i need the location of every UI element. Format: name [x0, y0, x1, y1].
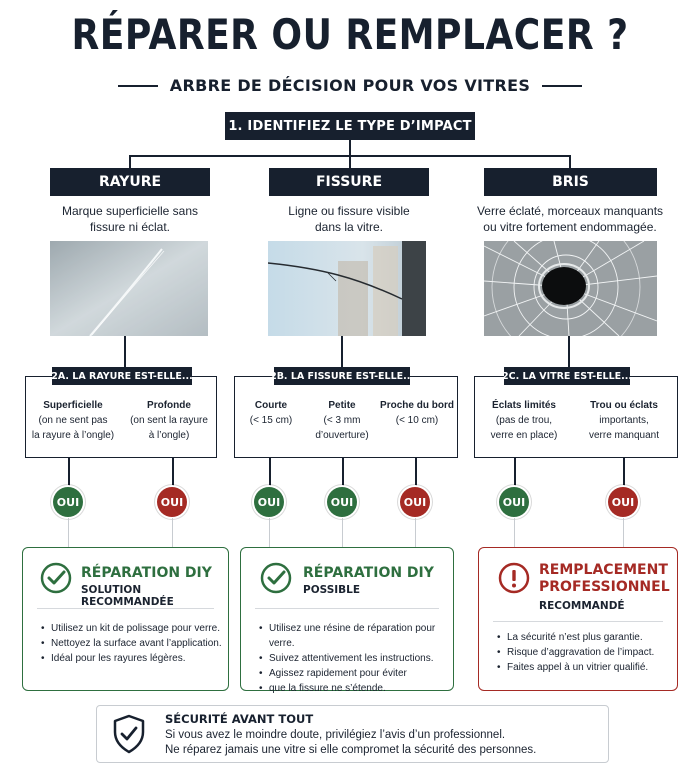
connector — [129, 155, 131, 168]
connector — [415, 518, 416, 548]
connector — [349, 140, 351, 156]
result-list — [41, 621, 226, 666]
shattered-photo — [484, 241, 657, 336]
yes-badge: OUI — [157, 487, 187, 517]
yes-badge: OUI — [608, 487, 638, 517]
list-item: • Agissez rapidement pour éviter — [259, 666, 451, 681]
connector — [269, 518, 270, 548]
connector — [124, 336, 126, 368]
option-proche-du-bord: Proche du bord (< 10 cm) — [380, 400, 454, 426]
question-label-bris: 2C. LA VITRE EST-ELLE... — [504, 367, 630, 385]
result-title: RÉPARATION DIY — [81, 565, 212, 581]
connector — [68, 518, 69, 548]
safety-box — [96, 705, 609, 763]
option-eclats-limites: Éclats limités (pas de trou, verre en place) — [490, 400, 558, 441]
list-item: • Risque d’aggravation de l’impact. — [497, 645, 675, 660]
connector — [415, 458, 417, 488]
step1-box: 1. IDENTIFIEZ LE TYPE D’IMPACT — [225, 112, 475, 140]
list-item: • Faites appel à un vitrier qualifié. — [497, 660, 675, 675]
list-item: • Idéal pour les rayures légères. — [41, 651, 226, 666]
yes-badge: OUI — [254, 487, 284, 517]
connector — [514, 458, 516, 488]
result-list — [497, 630, 675, 675]
connector — [623, 518, 624, 548]
option-superficielle: Superficielle (on ne sent pas la rayure à l’ongle) — [31, 400, 115, 441]
divider — [493, 621, 663, 622]
connector — [342, 458, 344, 488]
list-item: • La sécurité n’est plus garantie. — [497, 630, 675, 645]
crack-photo — [268, 241, 426, 336]
connector — [269, 458, 271, 488]
connector — [68, 458, 70, 488]
result-subtitle: RECOMMANDÉ — [539, 600, 625, 612]
yes-badge: OUI — [53, 487, 83, 517]
result-title: REMPLACEMENT PROFESSIONNEL — [539, 562, 670, 595]
connector — [514, 518, 515, 548]
option-profonde: Profonde (on sent la rayure à l’ongle) — [130, 400, 208, 441]
question-label-fissure: 2B. LA FISSURE EST-ELLE... — [274, 367, 410, 385]
subtitle-rule-right — [542, 85, 582, 87]
result-card-diy-possible — [240, 547, 454, 694]
connector — [569, 155, 571, 168]
connector — [172, 518, 173, 548]
check-circle-icon — [40, 562, 72, 599]
subtitle-row — [0, 76, 700, 95]
safety-title: SÉCURITÉ AVANT TOUT — [165, 712, 314, 726]
exclamation-circle-icon — [498, 562, 530, 599]
category-fissure: FISSURE — [269, 168, 429, 196]
result-subtitle: POSSIBLE — [303, 584, 361, 596]
option-trou-ou-eclats: Trou ou éclats importants, verre manquant — [588, 400, 660, 441]
page-subtitle: ARBRE DE DÉCISION POUR VOS VITRES — [169, 76, 531, 95]
category-rayure-description: Marque superficielle sans fissure ni éclat. — [61, 204, 199, 234]
scratch-photo — [50, 241, 208, 336]
list-item: • Nettoyez la surface avant l’application. — [41, 636, 226, 651]
list-item: • Utilisez un kit de polissage pour verre. — [41, 621, 226, 636]
yes-badge: OUI — [327, 487, 357, 517]
check-circle-icon — [260, 562, 292, 599]
connector — [623, 458, 625, 488]
safety-line-1: Si vous avez le moindre doute, privilégiez l’avis d’un professionnel. — [165, 729, 506, 741]
shield-check-icon — [111, 714, 147, 759]
connector — [349, 155, 351, 168]
connector — [342, 518, 343, 548]
option-petite: Petite (< 3 mm d’ouverture) — [315, 400, 369, 441]
connector — [568, 336, 570, 368]
question-label-rayure: 2A. LA RAYURE EST-ELLE... — [52, 367, 192, 385]
option-courte: Courte (< 15 cm) — [249, 400, 293, 426]
connector — [172, 458, 174, 488]
subtitle-rule-left — [118, 85, 158, 87]
result-card-diy-recommended — [22, 547, 229, 691]
divider — [37, 608, 214, 609]
yes-badge: OUI — [400, 487, 430, 517]
category-bris: BRIS — [484, 168, 657, 196]
list-item-continuation: • que la fissure ne s’étende. — [259, 681, 451, 696]
category-fissure-description: Ligne ou fissure visible dans la vitre. — [288, 204, 410, 234]
result-card-replacement — [478, 547, 678, 691]
safety-line-2: Ne réparez jamais une vitre si elle compromet la sécurité des personnes. — [165, 744, 537, 756]
list-item: • Utilisez une résine de réparation pour verre. — [259, 621, 451, 651]
result-list — [259, 621, 451, 696]
yes-badge: OUI — [499, 487, 529, 517]
result-subtitle: SOLUTION RECOMMANDÉE — [81, 584, 174, 608]
connector — [341, 336, 343, 368]
result-title: RÉPARATION DIY — [303, 565, 434, 581]
category-bris-description: Verre éclaté, morceaux manquants ou vitre fortement endommagée. — [476, 204, 664, 234]
list-item: • Suivez attentivement les instructions. — [259, 651, 451, 666]
divider — [255, 608, 439, 609]
category-rayure: RAYURE — [50, 168, 210, 196]
page-title: RÉPARER OU REMPLACER ? — [71, 10, 629, 59]
